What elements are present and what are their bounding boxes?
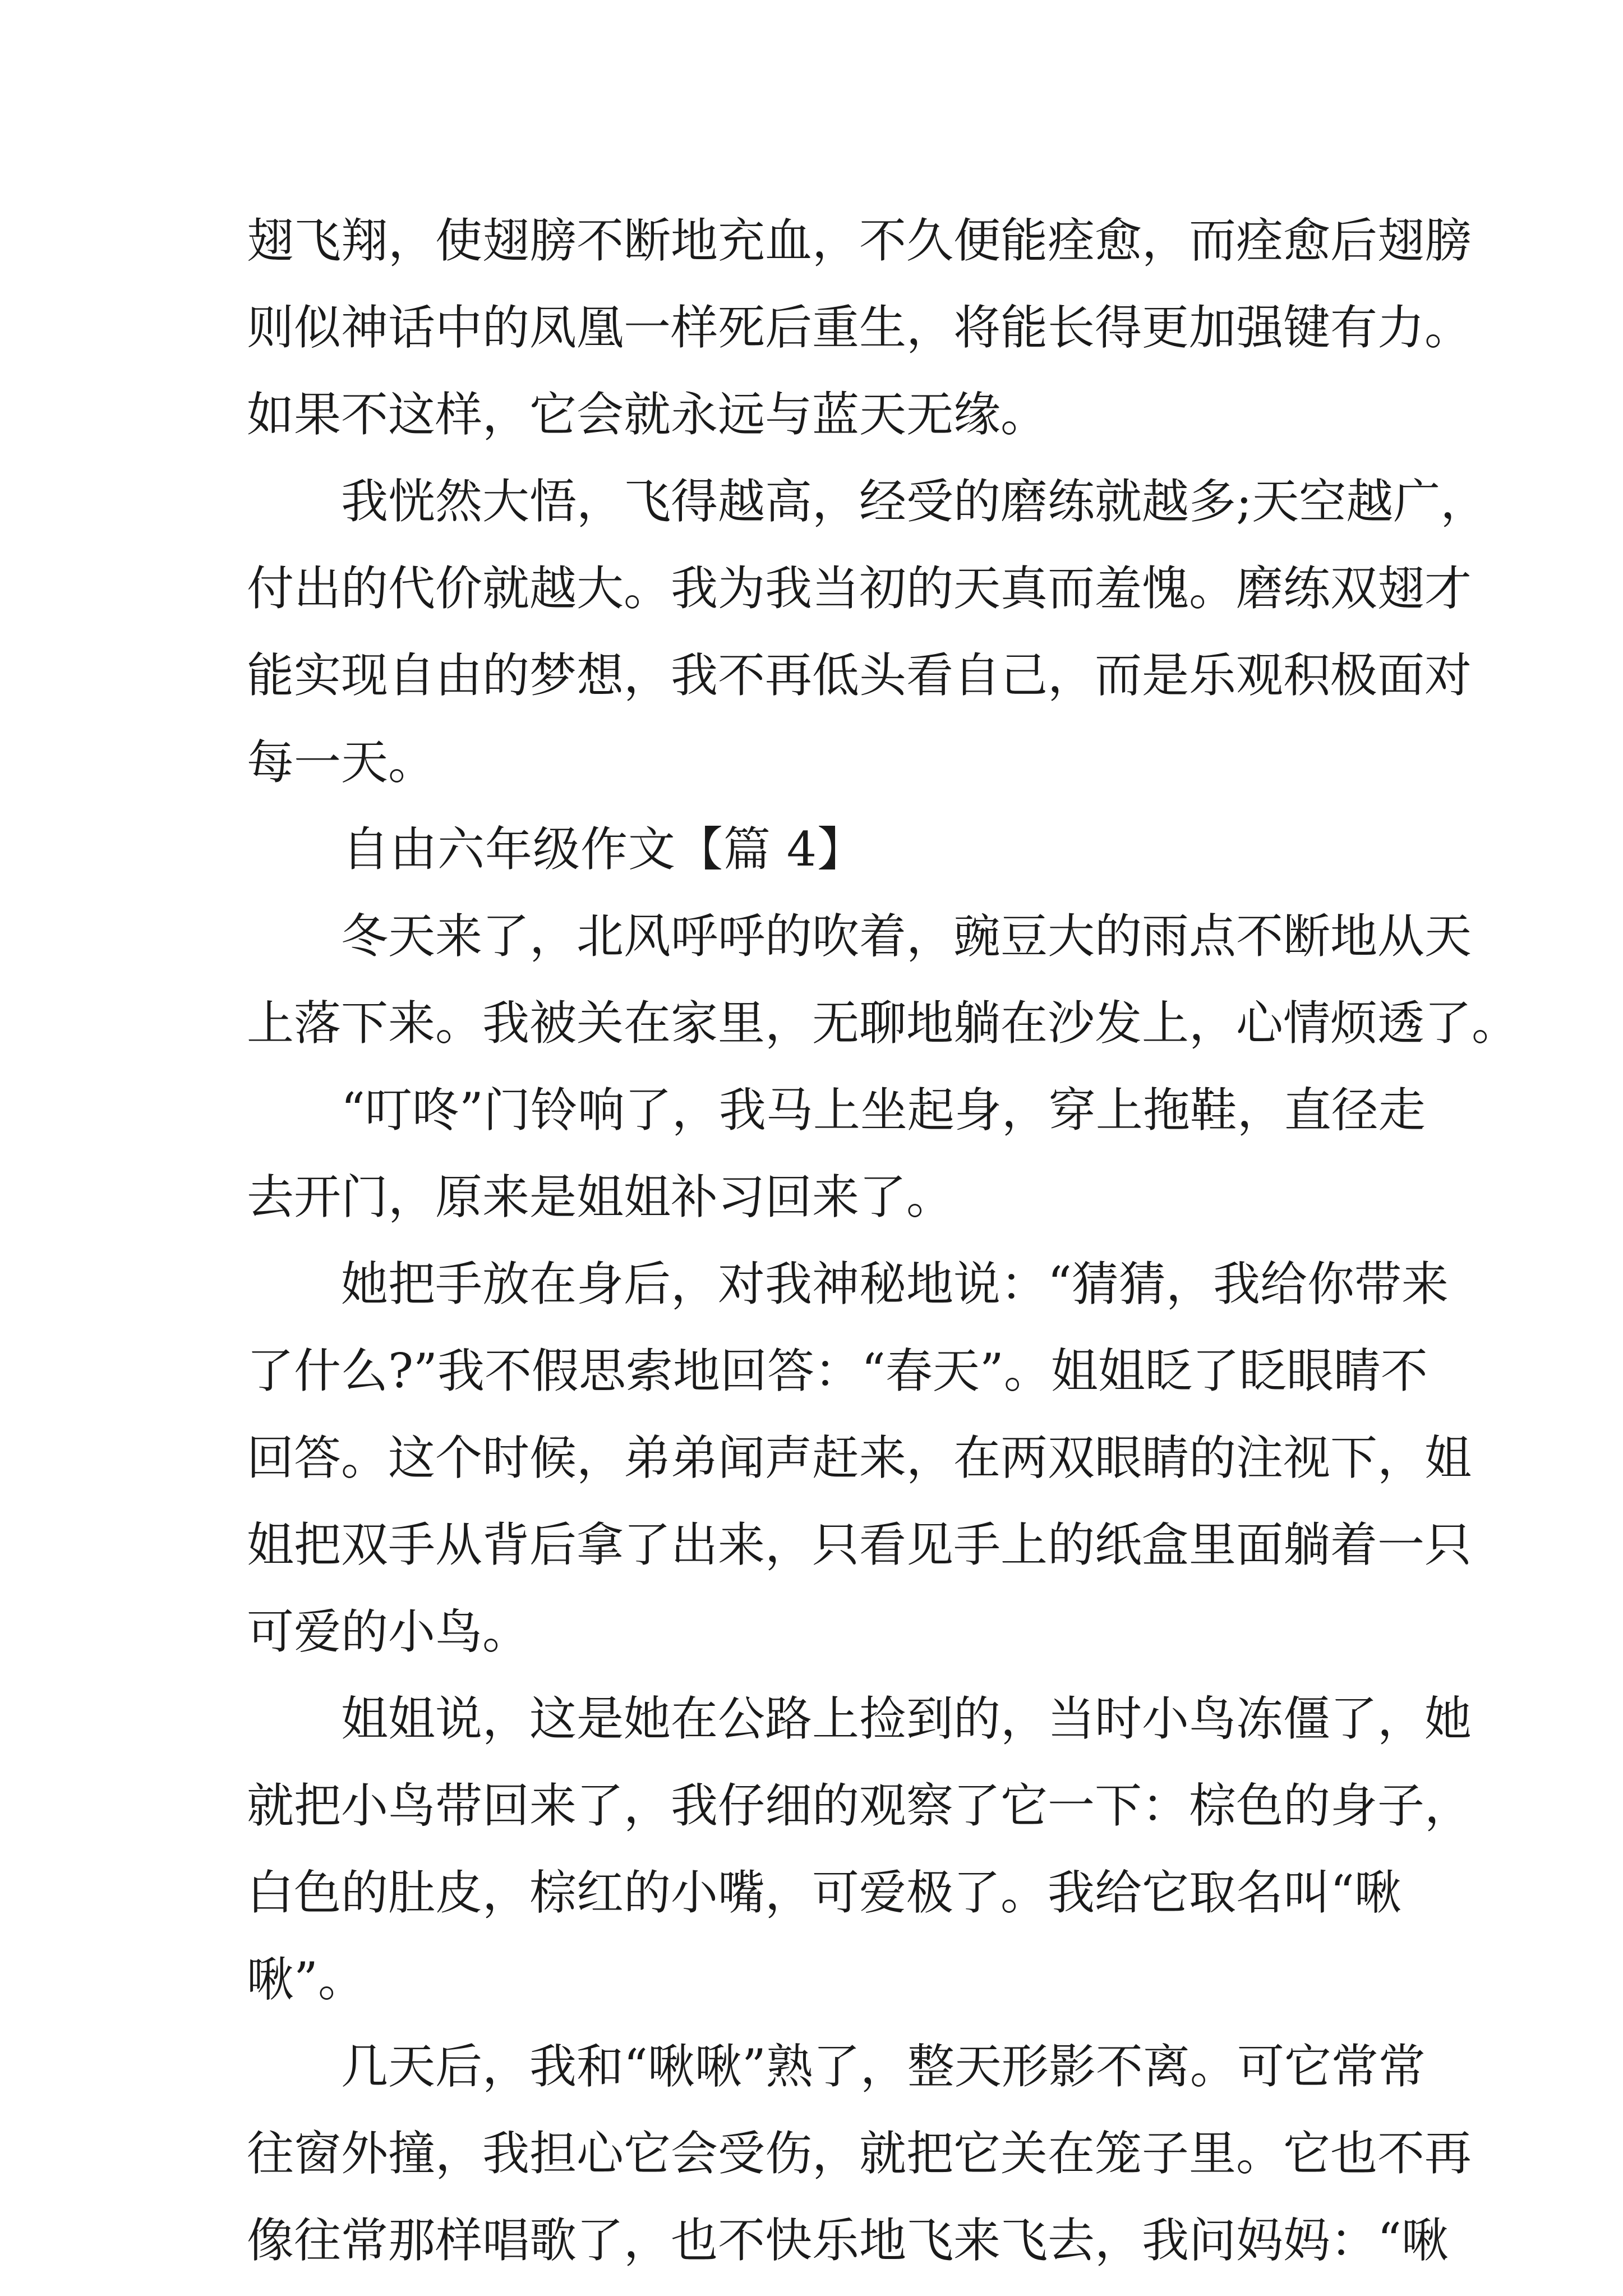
text-line: 姐姐说，这是她在公路上捡到的，当时小鸟冻僵了，她 [247,1691,1472,1746]
paragraph-winter [247,893,1519,1067]
paragraph-surprise [247,1241,1472,1676]
paragraph-naming-bird [247,1676,1472,2023]
text-line: 我恍然大悟，飞得越高，经受的磨练就越多;天空越广， [247,474,1488,529]
section-heading-text: 自由六年级作文【篇 4】 [247,822,865,877]
text-line: 像往常那样唱歌了，也不快乐地飞来飞去，我问妈妈：“啾 [247,2213,1449,2268]
text-line: 可爱的小鸟。 [247,1604,530,1659]
text-line: 每一天。 [247,735,436,790]
paragraph-cage [247,2023,1472,2284]
paragraph-realization [247,458,1488,806]
text-line: 姐把双手从背后拿了出来，只看见手上的纸盒里面躺着一只 [247,1517,1472,1572]
section-heading [247,806,1402,893]
text-line: 就把小鸟带回来了，我仔细的观察了它一下：棕色的身子， [247,1778,1472,1833]
paragraph-doorbell [247,1067,1426,1241]
text-line: 如果不这样，它会就永远与蓝天无缘。 [247,387,1048,442]
text-line: 则似神话中的凤凰一样死后重生，将能长得更加强键有力。 [247,300,1472,355]
text-line: 上落下来。我被关在家里，无聊地躺在沙发上，心情烦透了。 [247,996,1519,1051]
text-line: “叮咚”门铃响了，我马上坐起身，穿上拖鞋，直径走 [247,1083,1426,1138]
text-line: 往窗外撞，我担心它会受伤，就把它关在笼子里。它也不再 [247,2126,1472,2181]
text-line: 回答。这个时候，弟弟闻声赶来，在两双眼睛的注视下，姐 [247,1430,1472,1485]
text-line: 翅飞翔，使翅膀不断地充血，不久便能痊愈，而痊愈后翅膀 [247,213,1472,268]
text-line: 几天后，我和“啾啾”熟了，整天形影不离。可它常常 [247,2039,1426,2094]
text-line: 啾”。 [247,1952,365,2007]
text-line: 了什么?”我不假思索地回答：“春天”。姐姐眨了眨眼睛不 [247,1343,1428,1398]
text-line: 她把手放在身后，对我神秘地说：“猜猜，我给你带来 [247,1257,1449,1312]
text-body [247,197,1519,2284]
text-line: 能实现自由的梦想，我不再低头看自己，而是乐观积极面对 [247,648,1472,703]
paragraph-wing-healing [247,197,1472,458]
text-line: 付出的代价就越大。我为我当初的天真而羞愧。磨练双翅才 [247,561,1472,616]
text-line: 冬天来了，北风呼呼的吹着，豌豆大的雨点不断地从天 [247,909,1472,964]
text-line: 去开门，原来是姐姐补习回来了。 [247,1170,954,1225]
text-line: 白色的肚皮，棕红的小嘴，可爱极了。我给它取名叫“啾 [247,1865,1401,1920]
